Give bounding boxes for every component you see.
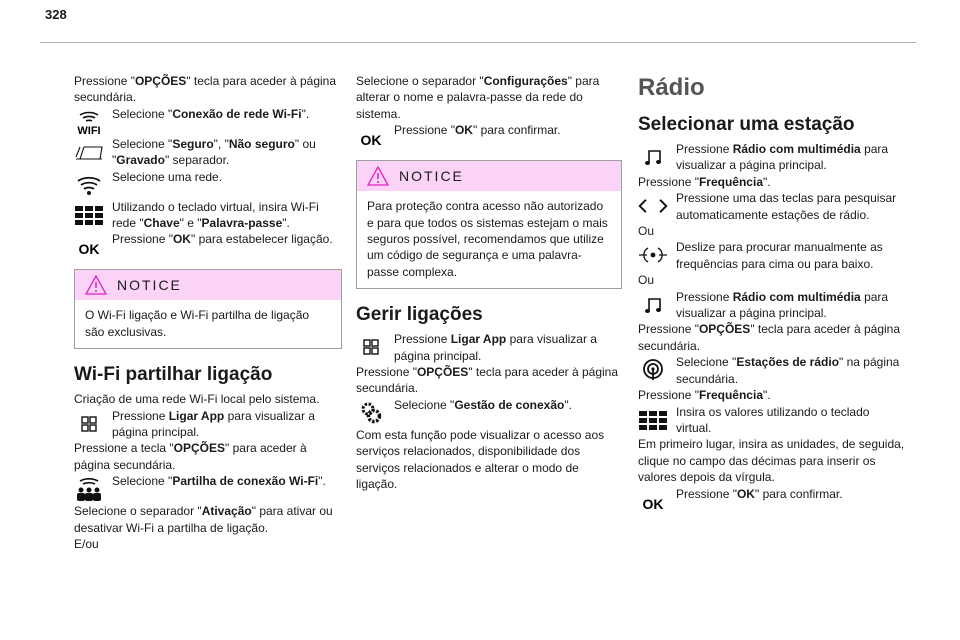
- bold-term: Configurações: [483, 74, 568, 88]
- ok-icon: [74, 233, 104, 261]
- page-number: 328: [45, 7, 67, 22]
- bold-term: OPÇÕES: [698, 322, 751, 337]
- wifi-label-icon: [74, 108, 104, 136]
- column-1: [74, 73, 342, 553]
- instruction-step: [638, 486, 908, 516]
- bold-term: Ativação: [201, 504, 252, 519]
- paragraph: [356, 73, 622, 122]
- bold-term: Palavra-passe: [201, 216, 283, 231]
- paragraph: [638, 387, 908, 403]
- step-text: [112, 408, 342, 441]
- text-run: E/ou: [74, 537, 99, 552]
- text-run: Deslize para procurar manualmente as frequências para cima ou para baixo.: [676, 240, 883, 271]
- step-text: [112, 199, 342, 232]
- notice-header: [357, 161, 621, 191]
- text-run: " e ": [179, 216, 202, 231]
- text-run: Selecione ": [676, 355, 737, 370]
- text-run: " para estabelecer ligação.: [190, 232, 333, 247]
- radio-station-icon: [638, 356, 668, 384]
- text-run: Pressione uma das teclas para pesquisar automaticamente estações de rádio.: [676, 191, 897, 222]
- text-run: para visualizar a página principal.: [676, 142, 889, 173]
- apps-icon: [74, 410, 104, 438]
- bold-term: Gestão de conexão: [454, 397, 565, 412]
- bold-term: Chave: [143, 216, 180, 231]
- warning-icon: [85, 275, 107, 295]
- slider-icon: [638, 241, 668, 269]
- text-run: Selecione ": [112, 136, 173, 151]
- step-text: [112, 231, 342, 247]
- column-2: [356, 73, 622, 493]
- step-text: [676, 190, 908, 223]
- text-run: Pressione ": [74, 74, 135, 88]
- notice-title: NOTICE: [399, 168, 464, 185]
- step-text: [112, 106, 342, 122]
- text-run: Selecione ": [112, 474, 173, 489]
- notice-text: Para proteção contra acesso não autorizado e para que todos os sistemas estejam o mais seguros possível, recomendamos que utilize um código de segurança e uma palavra-passe complexa.: [367, 199, 608, 279]
- bold-term: Ligar App: [168, 408, 225, 423]
- bold-term: Conexão de rede Wi-Fi: [172, 106, 302, 121]
- section-title: Rádio: [638, 74, 705, 101]
- bold-term: OK: [454, 123, 473, 138]
- bold-term: Frequência: [698, 174, 763, 189]
- svg-text:OK: OK: [78, 241, 100, 258]
- instruction-step: [638, 289, 908, 322]
- text-run: Selecione uma rede.: [112, 169, 223, 184]
- svg-text:WIFI: WIFI: [77, 124, 101, 136]
- header-divider: [40, 42, 916, 43]
- step-text: [676, 486, 908, 502]
- text-run: Pressione: [394, 332, 451, 347]
- text-run: para visualizar a página principal.: [394, 332, 597, 363]
- bold-term: Frequência: [698, 388, 763, 403]
- text-run: Pressione: [676, 289, 733, 304]
- tab-icon: [74, 138, 104, 166]
- text-run: " para aceder à página secundária.: [74, 441, 307, 472]
- text-run: " tecla para aceder à página secundária.: [638, 322, 901, 353]
- text-run: Pressione ": [638, 174, 699, 189]
- arrows-icon: [638, 192, 668, 220]
- text-run: Utilizando o teclado virtual, insira Wi-Fi rede ": [112, 199, 319, 231]
- step-text: [394, 122, 622, 138]
- text-run: Selecione o separador ": [356, 74, 484, 88]
- paragraph: [638, 174, 908, 190]
- text-run: Selecione ": [394, 397, 455, 412]
- svg-text:OK: OK: [642, 495, 664, 512]
- step-text: [394, 331, 622, 364]
- instruction-step: [74, 473, 342, 503]
- text-run: ".: [282, 216, 290, 231]
- text-run: Pressione: [676, 142, 733, 156]
- bold-term: OPÇÕES: [416, 365, 469, 380]
- notice-title: NOTICE: [117, 277, 182, 294]
- text-run: Criação de uma rede Wi-Fi local pelo sistema.: [74, 392, 320, 407]
- instruction-step: [74, 231, 342, 261]
- instruction-step: [638, 190, 908, 223]
- bold-term: Seguro: [172, 136, 214, 151]
- paragraph: [74, 440, 342, 473]
- text-run: " para confirmar.: [754, 486, 843, 501]
- step-text: [676, 141, 908, 174]
- text-run: Com esta função pode visualizar o acesso aos serviços relacionados, disponibilidade dos serviços relacionados e alterar o modo de ligação.: [356, 427, 605, 492]
- text-run: ".: [763, 174, 771, 189]
- step-text: [394, 397, 622, 413]
- bold-term: Estações de rádio: [736, 355, 840, 370]
- text-run: ".: [763, 388, 771, 403]
- notice-text: O Wi-Fi ligação e Wi-Fi partilha de ligação são exclusivas.: [85, 308, 310, 339]
- text-run: Pressione ": [394, 123, 455, 138]
- bold-term: OK: [172, 232, 191, 247]
- bold-term: Ligar App: [450, 332, 507, 347]
- ok-icon: [638, 488, 668, 516]
- paragraph: [74, 391, 342, 407]
- text-run: " para confirmar.: [472, 123, 561, 138]
- notice-box: [356, 160, 622, 289]
- text-run: Ou: [638, 273, 655, 288]
- instruction-step: [638, 354, 908, 387]
- text-run: Pressione a tecla ": [74, 441, 174, 456]
- text-run: ".: [301, 106, 310, 121]
- text-run: " para alterar o nome e palavra-passe da rede do sistema.: [356, 74, 600, 121]
- instruction-step: [638, 141, 908, 174]
- text-run: para visualizar a página principal.: [112, 408, 315, 440]
- bold-term: Gravado: [116, 153, 165, 168]
- text-run: Em primeiro lugar, insira as unidades, de seguida, clique no campo das décimas para inserir os valores depois da vírgula.: [638, 437, 905, 485]
- text-run: " tecla para aceder à página secundária.: [356, 365, 619, 396]
- instruction-step: [74, 136, 342, 169]
- text-run: ".: [318, 474, 326, 489]
- section-heading: Selecionar uma estação: [638, 114, 855, 135]
- ok-icon: [356, 124, 386, 152]
- instruction-step: [638, 239, 908, 272]
- text-run: Insira os valores utilizando o teclado virtual.: [676, 404, 870, 435]
- paragraph: [638, 272, 908, 288]
- paragraph: [356, 427, 622, 493]
- text-run: para visualizar a página principal.: [676, 289, 889, 321]
- instruction-step: [74, 106, 342, 136]
- text-run: " ou ": [112, 136, 316, 168]
- bold-term: Não seguro: [228, 136, 295, 151]
- text-run: " separador.: [164, 153, 230, 168]
- instruction-step: [638, 404, 908, 437]
- instruction-step: [356, 331, 622, 364]
- instruction-step: [356, 397, 622, 427]
- svg-text:OK: OK: [360, 132, 382, 149]
- paragraph: [356, 364, 622, 397]
- instruction-step: [74, 169, 342, 199]
- keyboard-icon: [638, 406, 668, 434]
- section-heading: Gerir ligações: [356, 304, 483, 326]
- apps-icon: [356, 333, 386, 361]
- text-run: " na página secundária.: [676, 355, 900, 386]
- notice-header: [75, 270, 341, 300]
- text-run: Pressione: [112, 408, 169, 423]
- wifi-icon: [74, 171, 104, 199]
- warning-icon: [367, 166, 389, 186]
- text-run: Selecione o separador ": [74, 504, 202, 519]
- step-text: [676, 289, 908, 322]
- column-3: [638, 73, 908, 516]
- text-run: ".: [564, 397, 572, 412]
- bold-term: Rádio com multimédia: [732, 142, 861, 156]
- paragraph: [638, 436, 908, 485]
- wifi-share-icon: [74, 475, 104, 503]
- music-note-icon: [638, 291, 668, 319]
- bold-term: Partilha de conexão Wi-Fi: [172, 474, 319, 489]
- instruction-step: [74, 408, 342, 441]
- text-run: " tecla para aceder à página secundária.: [74, 74, 337, 105]
- instruction-step: [356, 122, 622, 152]
- step-text: [676, 404, 908, 437]
- notice-box: [74, 269, 342, 349]
- instruction-step: [74, 199, 342, 232]
- text-run: " para ativar ou desativar Wi-Fi a partilha de ligação.: [74, 504, 333, 535]
- section-heading: Wi-Fi partilhar ligação: [74, 364, 273, 386]
- text-run: Pressione ": [638, 322, 699, 337]
- bold-term: OPÇÕES: [134, 74, 187, 88]
- paragraph: [74, 73, 342, 106]
- music-note-icon: [638, 143, 668, 171]
- text-run: Pressione ": [112, 232, 173, 247]
- paragraph: [638, 223, 908, 239]
- paragraph: [74, 503, 342, 536]
- text-run: Pressione ": [638, 388, 699, 403]
- bold-term: Rádio com multimédia: [732, 289, 861, 304]
- text-run: Ou: [638, 224, 655, 239]
- keyboard-icon: [74, 201, 104, 229]
- bold-term: OPÇÕES: [173, 441, 226, 456]
- text-run: ", ": [213, 136, 229, 151]
- step-text: [112, 169, 342, 185]
- gear-icon: [356, 399, 386, 427]
- text-run: Pressione ": [356, 365, 417, 380]
- text-run: Pressione ": [676, 486, 737, 501]
- paragraph: [638, 321, 908, 354]
- text-run: Selecione ": [112, 106, 173, 121]
- step-text: [112, 136, 342, 169]
- step-text: [676, 354, 908, 387]
- step-text: [676, 239, 908, 272]
- paragraph: [74, 536, 342, 552]
- bold-term: OK: [736, 486, 755, 501]
- step-text: [112, 473, 342, 489]
